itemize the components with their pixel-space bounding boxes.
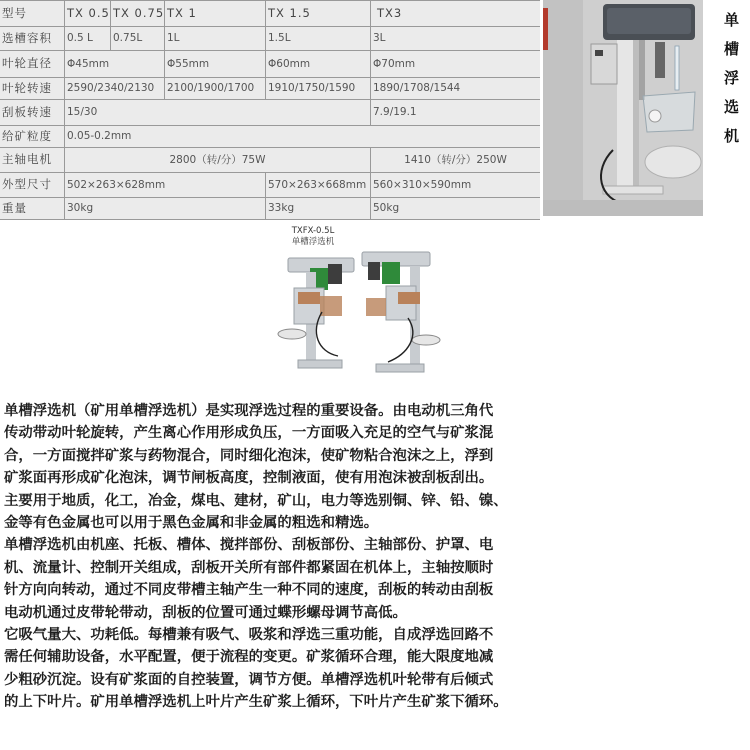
row-label: 选槽容积 — [2, 30, 52, 45]
table-cell: 0.75L — [110, 27, 164, 50]
table-cell: 15/30 — [64, 100, 370, 125]
table-cell: 0.05-0.2mm — [64, 126, 540, 147]
paragraph-structure: 单槽浮选机由机座、托板、槽体、搅拌部份、刮板部份、主轴部份、护罩、电 机、流量计、控制开关组成，刮板开关所有部件都紧固在机体上，主轴按顺时 针方向向转动，通过不同皮带槽主轴产生一种不同的速度，刮板的转动由刮板 电动机通过皮带轮带动，刮板的位置可通过蝶形螺母调节高低。 — [4, 537, 494, 621]
table-cell: 1910/1750/1590 — [265, 78, 370, 99]
table-row-volume — [0, 26, 540, 50]
row-label: 刮板转速 — [2, 104, 52, 119]
table-cell: 2590/2340/2130 — [64, 78, 164, 99]
product-name: 单槽浮选机 — [291, 237, 335, 247]
flotation-machine-illustration — [543, 0, 703, 216]
table-cell: 7.9/19.1 — [370, 100, 540, 125]
table-cell: 2100/1900/1700 — [164, 78, 265, 99]
table-cell: 502×263×628mm — [64, 173, 265, 197]
spec-table — [0, 0, 540, 220]
description — [4, 400, 748, 714]
table-cell: TX 0.75 — [110, 1, 164, 26]
table-cell: Φ55mm — [164, 51, 265, 77]
table-cell: Φ45mm — [64, 51, 164, 77]
table-cell: 33kg — [265, 198, 370, 219]
table-cell: Φ70mm — [370, 51, 540, 77]
table-cell: TX3 — [370, 1, 540, 26]
side-title: 单槽浮选机 — [722, 12, 740, 157]
machine-right — [362, 252, 440, 372]
machine-photo — [543, 0, 703, 216]
table-cell: 1410（转/分）250W — [370, 148, 540, 172]
row-label: 叶轮直径 — [2, 56, 52, 71]
table-cell: 1.5L — [265, 27, 370, 50]
table-row-impeller-diameter — [0, 50, 540, 77]
table-cell: 50kg — [370, 198, 540, 219]
table-row-spindle-motor — [0, 147, 540, 172]
row-label: 外型尺寸 — [2, 177, 52, 192]
row-label: 主轴电机 — [2, 152, 52, 167]
table-cell: Φ60mm — [265, 51, 370, 77]
row-label: 给矿粒度 — [2, 128, 52, 143]
table-cell: TX 1.5 — [265, 1, 370, 26]
table-cell: 2800（转/分）75W — [64, 148, 370, 172]
row-label: 型号 — [2, 5, 27, 20]
table-cell: 560×310×590mm — [370, 173, 540, 197]
table-cell: 0.5 L — [64, 27, 110, 50]
table-cell: 1L — [164, 27, 265, 50]
table-cell: 3L — [370, 27, 540, 50]
product-model: TXFX-0.5L — [291, 226, 335, 236]
product-photo — [258, 222, 454, 392]
twin-machines-illustration — [258, 222, 454, 392]
table-cell: 1890/1708/1544 — [370, 78, 540, 99]
paragraph-features: 它吸气量大、功耗低。每槽兼有吸气、吸浆和浮选三重功能，自成浮选回路不 需任何辅助设备，水平配置，便于流程的变更。矿浆循环合理，能大限度地减 少粗砂沉淀。设有矿浆面的自控装置，调节方便。单槽浮选机叶轮带有后倾式 的上下叶片。矿用单槽浮选机上叶片产生矿浆上循环，下叶片产生矿浆下循环。 — [4, 627, 508, 711]
paragraph-intro: 单槽浮选机（矿用单槽浮选机）是实现浮选过程的重要设备。由电动机三角代 传动带动叶轮旋转，产生离心作用形成负压，一方面吸入充足的空气与矿浆混 合，一方面搅拌矿浆与药物混合，同时细化泡沫，使矿物粘合泡沫之上，浮到 矿浆面再形成矿化泡沫，调节闸板高度，控制液面，使有用泡沫被刮板刮出。 主要用于地质，化工，冶金，煤电、建材，矿山，电力等选别铜、锌、铅、镍、 金等有色金属也可以用于黑色金属和非金属的粗选和精选。 — [4, 403, 508, 532]
table-row-model — [0, 0, 540, 26]
table-row-dimensions — [0, 172, 540, 197]
row-label: 叶轮转速 — [2, 80, 52, 95]
table-cell: TX 0.5 — [64, 1, 110, 26]
table-cell: TX 1 — [164, 1, 265, 26]
table-row-scraper-speed — [0, 99, 540, 125]
machine-left — [278, 258, 354, 368]
table-row-impeller-speed — [0, 77, 540, 99]
row-label: 重量 — [2, 200, 27, 215]
table-cell: 30kg — [64, 198, 265, 219]
table-row-weight — [0, 197, 540, 220]
table-cell: 570×263×668mm — [265, 173, 370, 197]
table-row-feed-size — [0, 125, 540, 147]
